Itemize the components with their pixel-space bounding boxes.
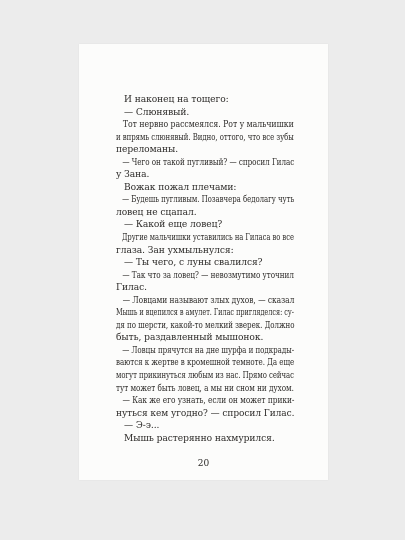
page-text (116, 94, 294, 445)
text-line: — Ловцы прячутся на дне шурфа и подкрады- (122, 345, 295, 356)
text-line: глаза. Зан ухмыльнулся: (116, 245, 234, 256)
text-line: тут может быть ловец, а мы ни сном ни духом. (116, 383, 294, 394)
text-line: ловец не сцапал. (116, 207, 197, 218)
text-line: ваются к жертве в кромешной темноте. Да еще (116, 358, 295, 369)
text-line: — Какой еще ловец? (124, 220, 223, 231)
book-page (79, 44, 328, 480)
text-line: — Э-э... (124, 421, 160, 432)
text-line: — Как же его узнать, если он может прики- (122, 396, 295, 407)
text-line: Тот нервно рассмеялся. Рот у мальчишки (122, 120, 294, 131)
page-number: 20 (197, 459, 210, 469)
text-line: нуться кем угодно? — спросил Гилас. (116, 408, 295, 419)
text-line: Другие мальчишки уставились на Гиласа во все (121, 233, 294, 244)
text-line: Вожак пожал плечами: (124, 182, 237, 193)
text-line: у Зана. (116, 170, 150, 181)
text-line: — Так что за ловец? — невозмутимо уточнил (122, 270, 294, 281)
text-line: — Ловцами называют злых духов, — сказал (122, 295, 295, 306)
text-line: Мышь растерянно нахмурился. (124, 433, 275, 444)
text-line: и впрямь слюнявый. Видно, оттого, что все зубы (116, 132, 294, 143)
text-line: переломаны. (116, 145, 179, 156)
text-line: — Чего он такой пугливый? — спросил Гилас (122, 157, 295, 168)
text-line: Мышь и вцепился в амулет. Гилас пригляделся: су- (116, 308, 294, 319)
text-line: быть, раздавленный мышонок. (116, 333, 264, 344)
text-line: — Будешь пугливым. Позавчера бедолагу чуть (122, 195, 295, 206)
text-line: И наконец на тощего: (124, 95, 229, 105)
text-line: — Ты чего, с луны свалился? (124, 258, 263, 269)
text-line: — Слюнявый. (124, 107, 190, 118)
text-line: Гилас. (116, 283, 147, 294)
text-line: могут прикинуться любым из нас. Прямо сейчас (116, 371, 294, 382)
text-line: дя по шерсти, какой-то мелкий зверек. Должно (116, 320, 295, 331)
